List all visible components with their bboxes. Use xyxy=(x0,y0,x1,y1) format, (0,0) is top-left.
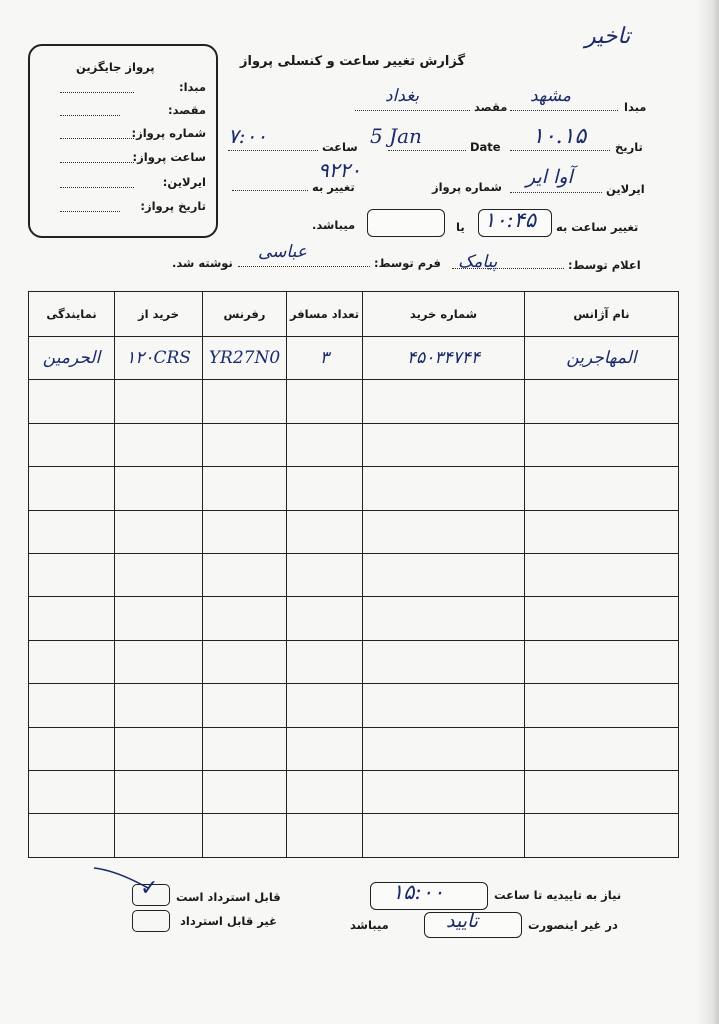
destination-label: مقصد xyxy=(474,100,508,114)
table-header-cell: نمایندگی xyxy=(29,292,115,337)
date-en-label: Date xyxy=(470,140,501,154)
alternative-flight-field-dots xyxy=(60,187,134,188)
table-cell: ۳ xyxy=(287,337,363,380)
table-cell xyxy=(115,684,203,727)
table-cell xyxy=(29,510,115,553)
change-to-label: تغییر به xyxy=(312,180,355,194)
written-label: نوشته شد. xyxy=(172,256,233,270)
pen-stroke-icon xyxy=(92,862,152,892)
table-cell xyxy=(115,640,203,683)
table-cell xyxy=(115,553,203,596)
table-cell xyxy=(363,770,525,813)
table-cell xyxy=(363,597,525,640)
table-header-cell: خرید از xyxy=(115,292,203,337)
table-header-cell: شماره خرید xyxy=(363,292,525,337)
time-change-value: ۱۰:۴۵ xyxy=(484,208,537,232)
table-cell xyxy=(363,380,525,423)
table-cell: ۴۵۰۳۴۷۴۴ xyxy=(363,337,525,380)
table-cell xyxy=(203,597,287,640)
alternative-flight-field-dots xyxy=(60,138,134,139)
alternative-flight-field-dots xyxy=(60,92,134,93)
flight-no-value: ۹۲۲۰ xyxy=(318,158,361,182)
table-cell xyxy=(287,640,363,683)
flight-no-label: شماره پرواز xyxy=(432,180,502,194)
table-cell xyxy=(363,814,525,857)
table-cell xyxy=(287,380,363,423)
confirm-until-value: ۱۵:۰۰ xyxy=(392,880,445,904)
table-cell xyxy=(363,684,525,727)
table-row xyxy=(29,467,679,510)
table-cell xyxy=(115,770,203,813)
table-cell xyxy=(363,553,525,596)
non-refundable-checkbox[interactable] xyxy=(132,910,170,932)
table-row xyxy=(29,727,679,770)
table-cell xyxy=(29,640,115,683)
non-refundable-label: غیر قابل استرداد xyxy=(180,914,277,928)
table-cell xyxy=(115,510,203,553)
table-cell xyxy=(29,684,115,727)
table-cell xyxy=(29,597,115,640)
alternative-flight-field-label: ساعت پرواز: xyxy=(132,150,206,164)
form-by-label: فرم توسط: xyxy=(374,256,441,270)
table-row xyxy=(29,423,679,466)
table-cell: المهاجرین xyxy=(525,337,679,380)
table-row xyxy=(29,380,679,423)
alternative-flight-field-label: مقصد: xyxy=(168,103,206,117)
table-row xyxy=(29,337,679,380)
table-cell xyxy=(525,727,679,770)
table-cell xyxy=(29,553,115,596)
time-label: ساعت xyxy=(322,140,358,154)
table-cell xyxy=(115,727,203,770)
table-cell xyxy=(287,597,363,640)
table-cell xyxy=(287,814,363,857)
table-row xyxy=(29,597,679,640)
table-cell xyxy=(29,423,115,466)
table-cell xyxy=(287,553,363,596)
table-cell xyxy=(287,727,363,770)
time-value: ۷:۰۰ xyxy=(228,124,267,148)
otherwise-label: در غیر اینصورت xyxy=(528,918,618,932)
date-en-dots xyxy=(388,150,466,151)
alternative-flight-field-dots xyxy=(60,115,120,116)
table-cell xyxy=(525,814,679,857)
table-cell xyxy=(29,770,115,813)
alternative-flight-title: پرواز جایگزین xyxy=(76,60,155,74)
agency-table xyxy=(28,291,679,858)
table-header-row xyxy=(29,292,679,337)
is-label: میباشد. xyxy=(312,218,356,232)
date-value: ۱۰.۱۵ xyxy=(532,124,587,149)
change-to-dots xyxy=(232,190,308,191)
table-row xyxy=(29,640,679,683)
alternative-flight-field-label: تاریخ پرواز: xyxy=(140,199,206,213)
table-cell xyxy=(525,640,679,683)
table-cell xyxy=(525,684,679,727)
form-by-value: عباسی xyxy=(258,242,307,262)
table-cell xyxy=(115,467,203,510)
form-title: گزارش تغییر ساعت و کنسلی پرواز xyxy=(240,54,466,69)
table-cell xyxy=(525,597,679,640)
table-cell: ۱۲۰CRS xyxy=(115,337,203,380)
date-en-value: 5 Jan xyxy=(370,124,422,148)
table-cell xyxy=(203,640,287,683)
destination-value: بغداد xyxy=(385,86,420,106)
table-cell xyxy=(203,814,287,857)
table-header-cell: تعداد مسافر xyxy=(287,292,363,337)
alt-box xyxy=(367,209,445,237)
table-cell xyxy=(363,510,525,553)
table-header-cell: نام آژانس xyxy=(525,292,679,337)
alternative-flight-field-label: ایرلاین: xyxy=(162,175,206,189)
table-cell xyxy=(525,553,679,596)
table-cell xyxy=(115,814,203,857)
corner-note: تاخیر xyxy=(585,24,631,49)
alternative-flight-field-label: مبدا: xyxy=(179,80,206,94)
table-cell xyxy=(363,467,525,510)
airline-dots xyxy=(510,192,602,193)
table-row xyxy=(29,770,679,813)
table-cell xyxy=(115,597,203,640)
table-cell xyxy=(525,380,679,423)
table-cell xyxy=(203,553,287,596)
date-label: تاریخ xyxy=(615,140,643,154)
scan-edge-shadow xyxy=(697,0,719,1024)
confirm-until-label: نیاز به تاییدیه تا ساعت xyxy=(494,888,622,902)
table-cell xyxy=(203,380,287,423)
table-row xyxy=(29,510,679,553)
table-cell xyxy=(363,640,525,683)
or-label: یا xyxy=(456,220,465,234)
table-cell xyxy=(525,467,679,510)
table-cell xyxy=(287,684,363,727)
table-cell xyxy=(203,510,287,553)
announced-by-value: پیامک xyxy=(458,252,498,272)
table-row xyxy=(29,814,679,857)
origin-value: مشهد xyxy=(530,86,572,106)
table-row xyxy=(29,684,679,727)
table-cell xyxy=(203,467,287,510)
table-cell xyxy=(287,770,363,813)
otherwise-value: تایید xyxy=(446,910,479,932)
table-cell xyxy=(203,684,287,727)
checkmark-icon: ✓ xyxy=(140,876,159,901)
table-cell xyxy=(29,380,115,423)
table-cell xyxy=(287,510,363,553)
origin-dots xyxy=(510,110,618,111)
alternative-flight-field-dots xyxy=(60,162,134,163)
table-cell xyxy=(287,423,363,466)
form-by-dots xyxy=(238,266,370,267)
airline-value: آوا ایر xyxy=(526,166,573,188)
table-cell xyxy=(203,423,287,466)
time-change-label: تغییر ساعت به xyxy=(556,220,639,234)
table-cell xyxy=(363,423,525,466)
table-cell xyxy=(29,727,115,770)
airline-label: ایرلاین xyxy=(606,182,645,196)
table-cell xyxy=(115,423,203,466)
table-cell xyxy=(203,727,287,770)
table-cell: الحرمین xyxy=(29,337,115,380)
table-cell xyxy=(287,467,363,510)
announced-by-label: اعلام توسط: xyxy=(568,258,641,272)
time-dots xyxy=(228,150,318,151)
table-header-cell: رفرنس xyxy=(203,292,287,337)
table-cell xyxy=(203,770,287,813)
table-cell xyxy=(29,814,115,857)
table-cell xyxy=(525,770,679,813)
destination-dots xyxy=(355,110,470,111)
table-cell xyxy=(525,510,679,553)
table-cell xyxy=(363,727,525,770)
table-row xyxy=(29,553,679,596)
table-cell xyxy=(115,380,203,423)
otherwise-suffix: میباشد xyxy=(350,918,389,932)
table-cell: YR27N0 xyxy=(203,337,287,380)
alternative-flight-field-dots xyxy=(60,211,120,212)
origin-label: مبدا xyxy=(624,100,647,114)
table-cell xyxy=(29,467,115,510)
alternative-flight-field-label: شماره پرواز: xyxy=(131,126,206,140)
date-dots xyxy=(510,150,610,151)
table-cell xyxy=(525,423,679,466)
refundable-label: قابل استرداد است xyxy=(176,890,281,904)
